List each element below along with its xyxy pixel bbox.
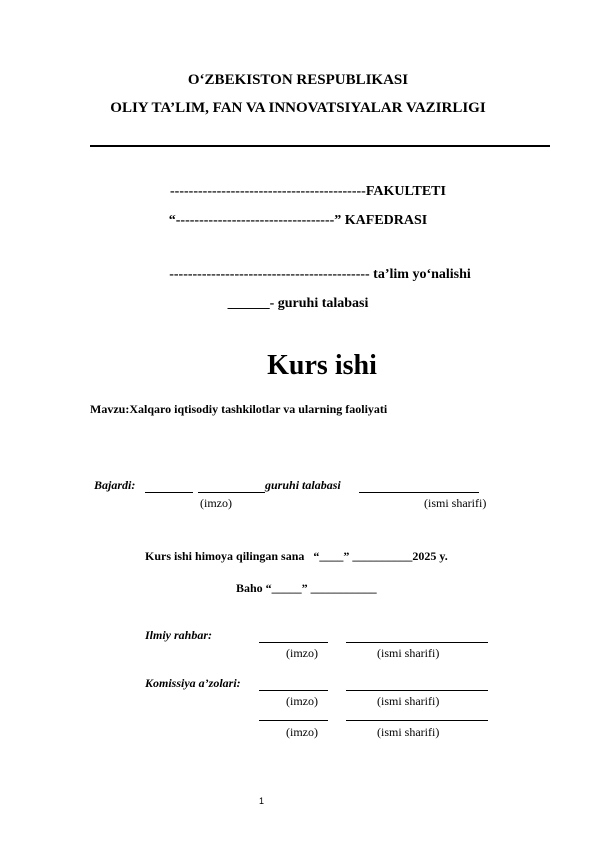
republic-heading: O‘ZBEKISTON RESPUBLIKASI bbox=[187, 72, 409, 88]
commission-signature-line bbox=[259, 690, 328, 691]
supervisor-signature-line bbox=[259, 642, 328, 643]
commission-signature-caption: (imzo) bbox=[286, 725, 318, 739]
performer-label: Bajardi: bbox=[94, 478, 136, 492]
performer-name-caption: (ismi sharifi) bbox=[424, 496, 487, 510]
supervisor-name-caption: (ismi sharifi) bbox=[377, 646, 440, 660]
commission-name-line bbox=[346, 720, 488, 721]
supervisor-signature-caption: (imzo) bbox=[286, 646, 318, 660]
ministry-heading: OLIY TA’LIM, FAN VA INNOVATSIYALAR VAZIRLIGI bbox=[110, 100, 486, 116]
header-divider bbox=[90, 145, 550, 147]
group-line: ______- guruhi talabasi bbox=[227, 296, 369, 311]
grade-line: Baho “_____” ___________ bbox=[236, 581, 377, 595]
performer-signature-caption: (imzo) bbox=[200, 496, 232, 510]
performer-name-line bbox=[359, 492, 479, 493]
supervisor-name-line bbox=[346, 642, 488, 643]
commission-name-line bbox=[346, 690, 488, 691]
topic-line: Mavzu:Xalqaro iqtisodiy tashkilotlar va ularning faoliyati bbox=[90, 402, 388, 416]
performer-signature-line bbox=[145, 492, 193, 493]
commission-name-caption: (ismi sharifi) bbox=[377, 694, 440, 708]
performer-group-line bbox=[198, 492, 265, 493]
commission-signature-caption: (imzo) bbox=[286, 694, 318, 708]
faculty-line: ------------------------------------------FAKULTETI bbox=[170, 184, 446, 199]
commission-name-caption: (ismi sharifi) bbox=[377, 725, 440, 739]
commission-signature-line bbox=[259, 720, 328, 721]
performer-role: guruhi talabasi bbox=[265, 478, 341, 492]
page-number: 1 bbox=[259, 796, 265, 806]
direction-line: ------------------------------------------- ta’lim yo‘nalishi bbox=[169, 267, 471, 282]
commission-label: Komissiya a’zolari: bbox=[145, 676, 241, 690]
defense-date: Kurs ishi himoya qilingan sana “____” __________2025 y. bbox=[145, 549, 448, 563]
department-line: “----------------------------------” KAFEDRASI bbox=[168, 213, 428, 228]
document-title: Kurs ishi bbox=[267, 350, 377, 381]
supervisor-label: Ilmiy rahbar: bbox=[145, 628, 213, 642]
